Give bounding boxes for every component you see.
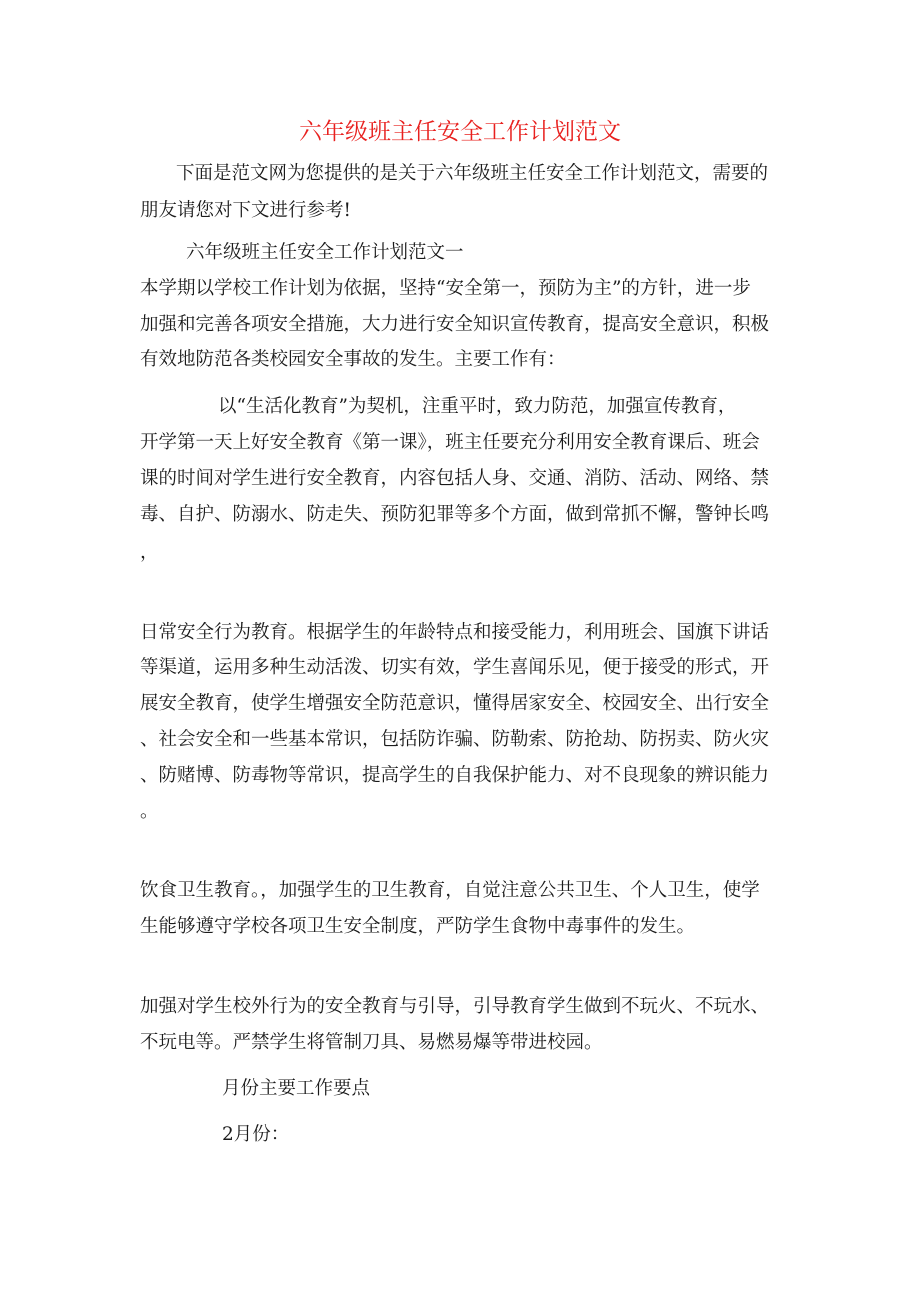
paragraph5-line-1: 加强对学生校外行为的安全教育与引导，引导教育学生做到不玩火、不玩水、	[140, 996, 770, 1017]
paragraph3-line-5: 、防赌博、防毒物等常识，提高学生的自我保护能力、对不良现象的辨识能力	[140, 765, 770, 786]
schedule-heading: 月份主要工作要点	[222, 1078, 371, 1099]
paragraph2-line-5: ，	[140, 542, 159, 563]
paragraph3-line-4: 、社会安全和一些基本常识，包括防诈骗、防勒索、防抢劫、防拐卖、防火灾	[140, 729, 770, 750]
paragraph2-line-4: 毒、自护、防溺水、防走失、预防犯罪等多个方面，做到常抓不懈，警钟长鸣	[140, 504, 770, 525]
paragraph3-line-3: 展安全教育，使学生增强安全防范意识，懂得居家安全、校园安全、出行安全	[140, 693, 770, 714]
paragraph1-line-2: 加强和完善各项安全措施，大力进行安全知识宣传教育，提高安全意识，积极	[140, 314, 770, 335]
paragraph3-line-2: 等渠道，运用多种生动活泼、切实有效，学生喜闻乐见，便于接受的形式，开	[140, 657, 770, 678]
paragraph4-line-1: 饮食卫生教育。，加强学生的卫生教育，自觉注意公共卫生、个人卫生，使学	[140, 880, 760, 901]
paragraph5-line-2: 不玩电等。严禁学生将管制刀具、易燃易爆等带进校园。	[140, 1032, 603, 1053]
paragraph4-line-2: 生能够遵守学校各项卫生安全制度，严防学生食物中毒事件的发生。	[140, 916, 696, 937]
section-heading: 六年级班主任安全工作计划范文一	[186, 242, 464, 263]
paragraph1-line-3: 有效地防范各类校园安全事故的发生。主要工作有：	[140, 349, 566, 370]
document-title: 六年级班主任安全工作计划范文	[299, 119, 621, 145]
month-label: 2月份：	[222, 1124, 290, 1145]
paragraph3-line-1: 日常安全行为教育。根据学生的年龄特点和接受能力，利用班会、国旗下讲话	[140, 622, 770, 643]
intro-line-1: 下面是范文网为您提供的是关于六年级班主任安全工作计划范文，需要的	[176, 163, 769, 184]
paragraph2-line-1: 以“生活化教育”为契机，注重平时，致力防范，加强宣传教育，	[218, 396, 737, 417]
paragraph2-line-3: 课的时间对学生进行安全教育，内容包括人身、交通、消防、活动、网络、禁	[140, 468, 770, 489]
paragraph3-line-6: 。	[140, 801, 159, 822]
paragraph1-line-1: 本学期以学校工作计划为依据，坚持“安全第一，预防为主”的方针，进一步	[140, 278, 751, 299]
intro-line-2: 朋友请您对下文进行参考!	[140, 200, 351, 221]
paragraph2-line-2: 开学第一天上好安全教育《第一课》，班主任要充分利用安全教育课后、班会	[140, 432, 760, 453]
